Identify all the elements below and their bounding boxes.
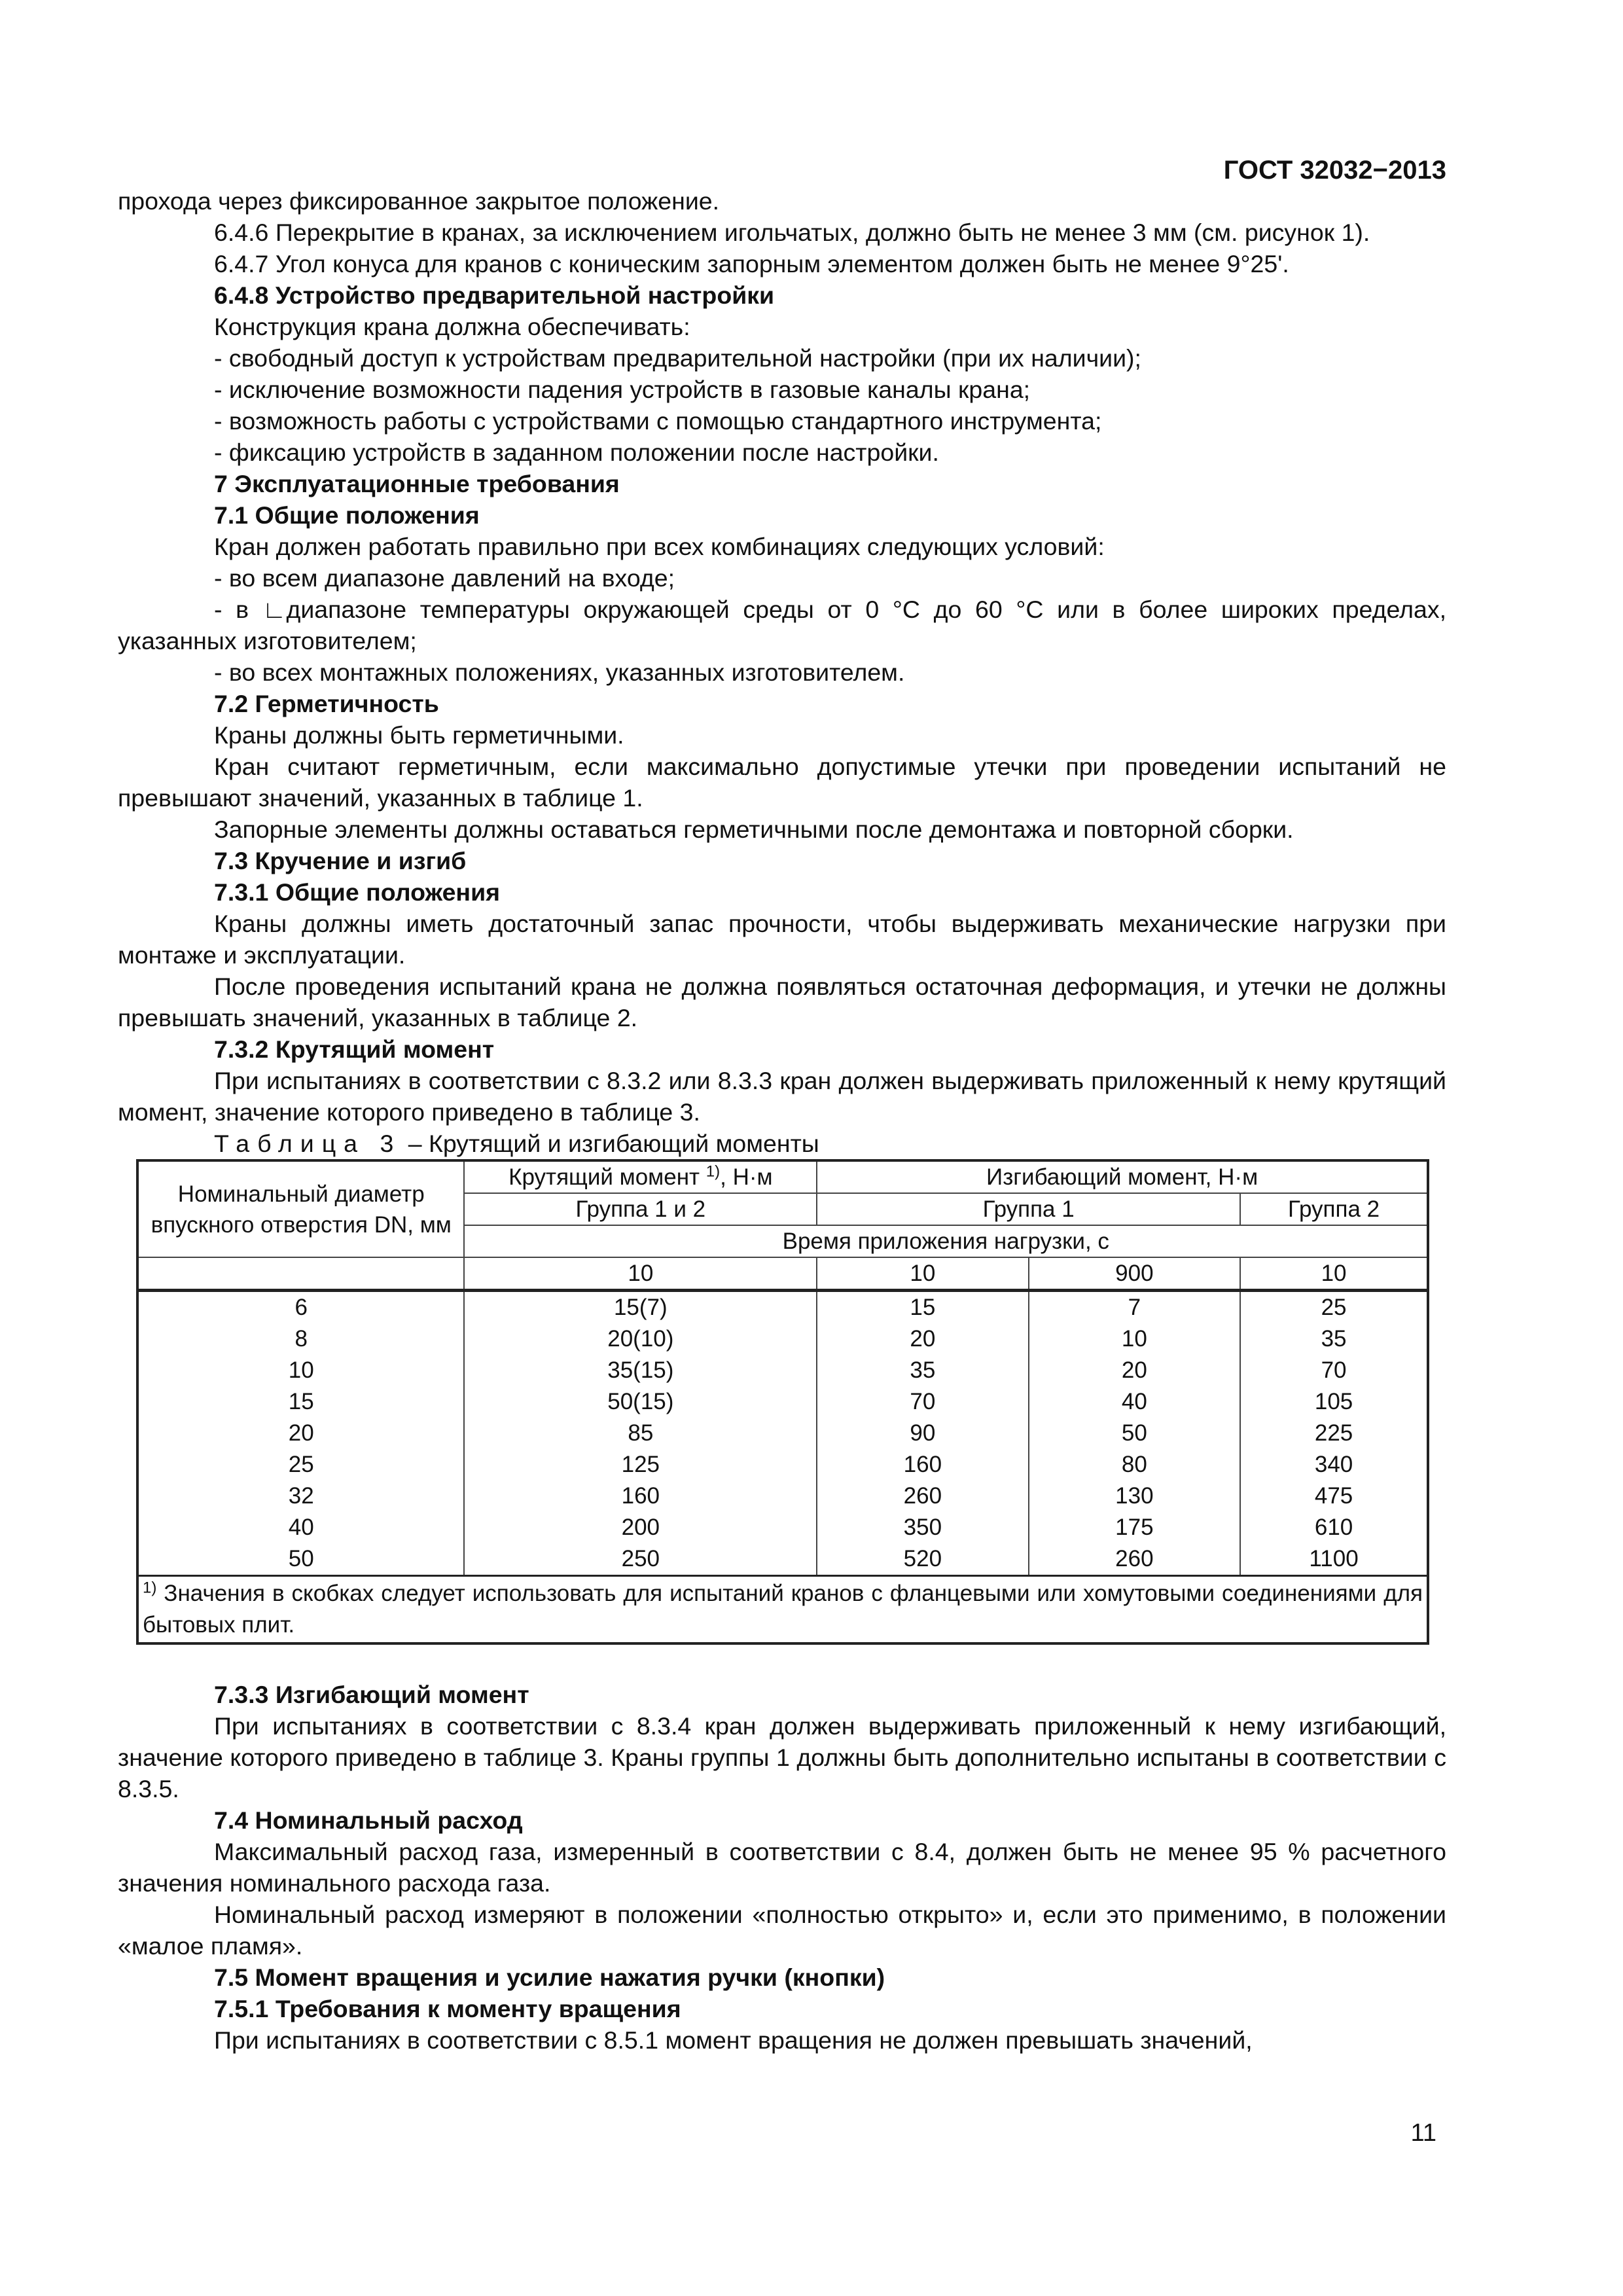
table-label: Таблица 3 bbox=[214, 1130, 402, 1157]
section-heading: 7.3.2 Крутящий момент bbox=[214, 1035, 495, 1063]
section-heading: 7.4 Номинальный расход bbox=[214, 1806, 523, 1834]
table-cell: 6 bbox=[137, 1291, 464, 1324]
table-row bbox=[137, 1480, 1428, 1512]
section-heading: 7.3.3 Изгибающий момент bbox=[214, 1681, 529, 1708]
paragraph: Кран должен работать правильно при всех комбинациях следующих условий: bbox=[214, 533, 1105, 560]
section-heading: 7.2 Герметичность bbox=[214, 690, 439, 717]
table-cell: 50 bbox=[137, 1543, 464, 1576]
table-title bbox=[118, 1128, 1446, 1159]
table-cell: 20 bbox=[137, 1418, 464, 1449]
table-cell: 175 bbox=[1029, 1512, 1241, 1543]
table-cell: 15(7) bbox=[464, 1291, 817, 1324]
table-cell: 20 bbox=[817, 1323, 1028, 1355]
table-cell: 105 bbox=[1240, 1386, 1428, 1418]
table-cell: 80 bbox=[1029, 1449, 1241, 1480]
table-cell: 20(10) bbox=[464, 1323, 817, 1355]
section-heading: 7.1 Общие положения bbox=[214, 501, 480, 529]
paragraph: Запорные элементы должны оставаться герметичными после демонтажа и повторной сборки. bbox=[214, 816, 1294, 843]
table-cell: 340 bbox=[1240, 1449, 1428, 1480]
header-bending: Изгибающий момент, Н·м bbox=[817, 1160, 1428, 1193]
table-cell: 50 bbox=[1029, 1418, 1241, 1449]
header-time: Время приложения нагрузки, с bbox=[464, 1225, 1428, 1257]
paragraph: 6.4.7 Угол конуса для кранов с коническим запорным элементом должен быть не менее 9°25'. bbox=[214, 250, 1289, 278]
table-body bbox=[137, 1291, 1428, 1576]
table-row bbox=[137, 1449, 1428, 1480]
table-cell: 85 bbox=[464, 1418, 817, 1449]
table-cell: 40 bbox=[137, 1512, 464, 1543]
table-row bbox=[137, 1543, 1428, 1576]
section-heading: 7.5 Момент вращения и усилие нажатия ручки (кнопки) bbox=[214, 1964, 885, 1991]
table-cell: 8 bbox=[137, 1323, 464, 1355]
header-group-1-2: Группа 1 и 2 bbox=[464, 1193, 817, 1225]
paragraph: Краны должны быть герметичными. bbox=[214, 721, 624, 749]
paragraph: После проведения испытаний крана не должна появляться остаточная деформация, и утечки не должны превышать значений, указанных в таблице 2. bbox=[118, 973, 1446, 1031]
paragraph: При испытаниях в соответствии с 8.3.4 кран должен выдерживать приложенный к нему изгибающий, значение которого приведено в таблице 3. Краны группы 1 должны быть дополнительно испытаны в соответствии с 8.3.5. bbox=[118, 1712, 1446, 1803]
table-cell: 50(15) bbox=[464, 1386, 817, 1418]
table-row bbox=[137, 1386, 1428, 1418]
table-cell: 15 bbox=[137, 1386, 464, 1418]
paragraph: При испытаниях в соответствии с 8.5.1 момент вращения не должен превышать значений, bbox=[214, 2026, 1253, 2054]
table-cell: 7 bbox=[1029, 1291, 1241, 1324]
table-cell: 35 bbox=[1240, 1323, 1428, 1355]
table-cell: 1100 bbox=[1240, 1543, 1428, 1576]
section-heading: 7.3 Кручение и изгиб bbox=[214, 847, 467, 874]
table-footnote bbox=[137, 1576, 1428, 1644]
table-cell: 160 bbox=[464, 1480, 817, 1512]
table-row bbox=[137, 1512, 1428, 1543]
section-heading: 7.5.1 Требования к моменту вращения bbox=[214, 1995, 681, 2022]
table-cell: 350 bbox=[817, 1512, 1028, 1543]
header-time-value: 10 bbox=[817, 1257, 1028, 1291]
header-time-value: 10 bbox=[1240, 1257, 1428, 1291]
paragraph: При испытаниях в соответствии с 8.3.2 или 8.3.3 кран должен выдерживать приложенный к нему крутящий момент, значение которого приведено в таблице 3. bbox=[118, 1067, 1446, 1126]
paragraph: - фиксацию устройств в заданном положении после настройки. bbox=[214, 439, 939, 466]
table-row bbox=[137, 1323, 1428, 1355]
footnote-ref: 1) bbox=[705, 1162, 721, 1181]
table-row bbox=[137, 1418, 1428, 1449]
header-time-value: 10 bbox=[464, 1257, 817, 1291]
table-cell: 35(15) bbox=[464, 1355, 817, 1386]
paragraph: Кран считают герметичным, если максимально допустимые утечки при проведении испытаний не превышают значений, указанных в таблице 1. bbox=[118, 753, 1446, 812]
table-cell: 610 bbox=[1240, 1512, 1428, 1543]
document-code-header: ГОСТ 32032−2013 bbox=[1223, 156, 1446, 185]
table-cell: 10 bbox=[1029, 1323, 1241, 1355]
header-empty-cell bbox=[137, 1257, 464, 1291]
table-cell: 32 bbox=[137, 1480, 464, 1512]
table-cell: 200 bbox=[464, 1512, 817, 1543]
section-heading: 6.4.8 Устройство предварительной настройки bbox=[214, 281, 775, 309]
paragraph: Краны должны иметь достаточный запас прочности, чтобы выдерживать механические нагрузки при монтаже и эксплуатации. bbox=[118, 910, 1446, 969]
torque-table bbox=[136, 1159, 1429, 1645]
paragraph: Номинальный расход измеряют в положении «полностью открыто» и, если это применимо, в положении «малое пламя». bbox=[118, 1901, 1446, 1960]
table-cell: 25 bbox=[1240, 1291, 1428, 1324]
table-cell: 260 bbox=[817, 1480, 1028, 1512]
header-dn: Номинальный диаметр впускного отверстия DN, мм bbox=[137, 1160, 464, 1257]
paragraph: 6.4.6 Перекрытие в кранах, за исключением игольчатых, должно быть не менее 3 мм (см. рисунок 1). bbox=[214, 219, 1370, 246]
table-cell: 130 bbox=[1029, 1480, 1241, 1512]
table-cell: 15 bbox=[817, 1291, 1028, 1324]
table-cell: 90 bbox=[817, 1418, 1028, 1449]
paragraph: - во всем диапазоне давлений на входе; bbox=[214, 564, 675, 592]
table-cell: 475 bbox=[1240, 1480, 1428, 1512]
table-cell: 250 bbox=[464, 1543, 817, 1576]
table-caption: – Крутящий и изгибающий моменты bbox=[401, 1130, 819, 1157]
paragraph: - свободный доступ к устройствам предварительной настройки (при их наличии); bbox=[214, 344, 1141, 372]
header-group-1: Группа 1 bbox=[817, 1193, 1240, 1225]
paragraph: Максимальный расход газа, измеренный в соответствии с 8.4, должен быть не менее 95 % расчетного значения номинального расхода газа. bbox=[118, 1838, 1446, 1897]
header-group-2: Группа 2 bbox=[1240, 1193, 1428, 1225]
table-cell: 40 bbox=[1029, 1386, 1241, 1418]
footnote-mark: 1) bbox=[143, 1579, 157, 1597]
paragraph: - возможность работы с устройствами с помощью стандартного инструмента; bbox=[214, 407, 1102, 435]
table-cell: 20 bbox=[1029, 1355, 1241, 1386]
header-torque: Крутящий момент $^{1)}$, Н·м bbox=[464, 1160, 817, 1193]
top-text-block bbox=[118, 185, 1446, 1128]
section-heading: 7 Эксплуатационные требования bbox=[214, 470, 620, 497]
paragraph: - во всех монтажных положениях, указанных изготовителем. bbox=[214, 658, 905, 686]
paragraph: прохода через фиксированное закрытое положение. bbox=[118, 187, 720, 215]
table-cell: 125 bbox=[464, 1449, 817, 1480]
paragraph: - в ∟диапазоне температуры окружающей среды от 0 °С до 60 °С или в более широких пределах, указанных изготовителем; bbox=[118, 596, 1446, 655]
table-cell: 35 bbox=[817, 1355, 1028, 1386]
section-heading: 7.3.1 Общие положения bbox=[214, 878, 501, 906]
table-row bbox=[137, 1291, 1428, 1324]
header-time-value: 900 bbox=[1029, 1257, 1241, 1291]
document-body bbox=[118, 185, 1446, 2056]
page-number: 11 bbox=[1410, 2119, 1436, 2147]
footnote-text: Значения в скобках следует использовать для испытаний кранов с фланцевыми или хомутовыми соединениями для бытовых плит. bbox=[143, 1581, 1423, 1638]
table-cell: 225 bbox=[1240, 1418, 1428, 1449]
paragraph: Конструкция крана должна обеспечивать: bbox=[214, 313, 690, 340]
table-cell: 260 bbox=[1029, 1543, 1241, 1576]
table-row bbox=[137, 1355, 1428, 1386]
paragraph: - исключение возможности падения устройств в газовые каналы крана; bbox=[214, 376, 1031, 403]
table-cell: 70 bbox=[817, 1386, 1028, 1418]
table-cell: 70 bbox=[1240, 1355, 1428, 1386]
table-cell: 160 bbox=[817, 1449, 1028, 1480]
table-cell: 520 bbox=[817, 1543, 1028, 1576]
table-cell: 10 bbox=[137, 1355, 464, 1386]
table-cell: 25 bbox=[137, 1449, 464, 1480]
bottom-text-block bbox=[118, 1679, 1446, 2056]
